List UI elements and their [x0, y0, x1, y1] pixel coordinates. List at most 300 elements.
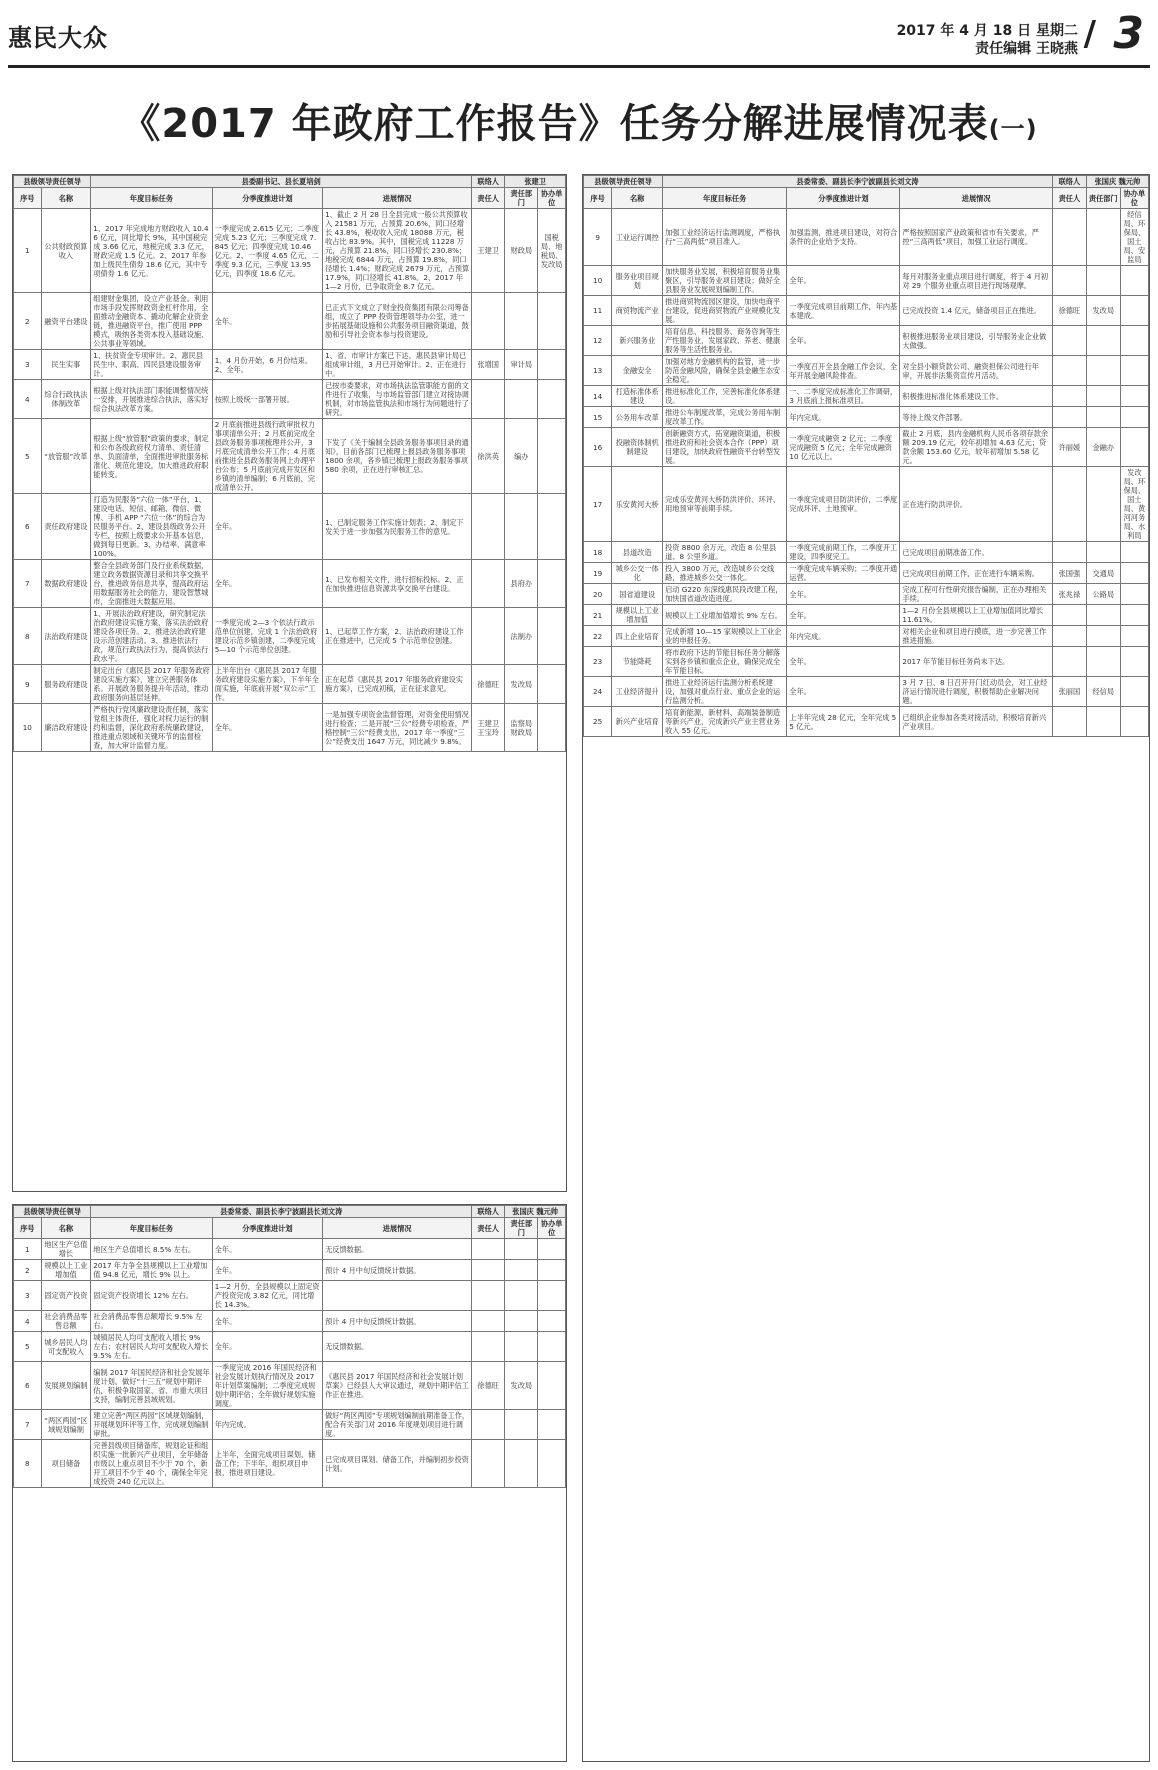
cell-progress: 已完成投资 1.4 亿元，储备项目正在推进。	[900, 296, 1053, 326]
cell-dept	[505, 1410, 538, 1440]
cell-assist	[538, 419, 566, 494]
cell-owner: 王建卫	[472, 209, 505, 293]
table-row	[14, 1281, 566, 1311]
cell-name: 融资平台建设	[41, 293, 91, 350]
leader-name: 县委常委、副县长李宁波副县长刘文涛	[663, 176, 1053, 188]
cell-owner: 徐德旺	[472, 1362, 505, 1410]
cell-plan: 年内完成。	[212, 1410, 322, 1440]
cell-assist	[538, 1362, 566, 1410]
cell-assist	[1120, 386, 1148, 407]
table-row	[584, 584, 1149, 605]
cell-no: 4	[14, 380, 42, 419]
table-row	[14, 608, 566, 665]
column-header-row	[14, 188, 566, 209]
cell-name: 数据政府建设	[41, 560, 91, 608]
cell-plan: 一季度完成 2—3 个依法行政示范单位创建，完成 1 个法治政府建设示范乡镇创建，二季度完成 5—10 个示范单位创建。	[212, 608, 322, 665]
cell-assist	[538, 608, 566, 665]
cell-target: 加快服务业发展，积极培育服务业集聚区，引导服务业项目建设；做好全县服务业发展规划编制工作。	[663, 266, 787, 296]
cell-target: 固定资产投资增长 12% 左右。	[91, 1281, 212, 1311]
table-row	[14, 419, 566, 494]
cell-plan: 加强监测，推进项目建设，对符合条件的企业给予支持。	[787, 209, 900, 266]
cell-target: 加强工业经济运行监测调度，严格执行“三高两低”项目准入。	[663, 209, 787, 266]
cell-name: 县道改造	[612, 542, 663, 563]
cell-progress: 预计 4 月中旬反馈统计数据。	[323, 1311, 472, 1332]
cell-dept	[505, 380, 538, 419]
cell-assist	[1120, 647, 1148, 677]
col-header-no: 序号	[14, 1218, 42, 1239]
cell-assist	[1120, 407, 1148, 428]
cell-name: “放管服”改革	[41, 419, 91, 494]
cell-owner: 许丽媛	[1052, 428, 1086, 467]
cell-no: 4	[14, 1311, 42, 1332]
table-row	[584, 386, 1149, 407]
cell-no: 7	[14, 1410, 42, 1440]
col-header-progress: 进展情况	[323, 188, 472, 209]
cell-name: 工业经济提升	[612, 677, 663, 707]
corner-label: 县级领导责任领导	[14, 1206, 91, 1218]
cell-progress: 1、已发布相关文件，进行招标投标。2、正在加快推进信息资源共享交换平台建设。	[323, 560, 472, 608]
cell-target: 城镇居民人均可支配收入增长 9% 左右；农村居民人均可支配收入增长 9.5% 左右。	[91, 1332, 212, 1362]
cell-plan: 全年。	[787, 647, 900, 677]
cell-name: 责任政府建设	[41, 494, 91, 560]
cell-name: 服务业项目规划	[612, 266, 663, 296]
cell-name: 规模以上工业增加值	[41, 1260, 91, 1281]
table-row	[584, 407, 1149, 428]
table-row	[14, 380, 566, 419]
cell-progress: 截止 2 月底，县内金融机构人民币各项存款余额 209.19 亿元，较年初增加 4.63 亿元；贷款余额 153.60 亿元，较年初增加 5.58 亿元。	[900, 428, 1053, 467]
cell-plan: 一、二季度完成标准化工作调研，3 月底前上报标准项目。	[787, 386, 900, 407]
cell-plan: 全年。	[212, 1239, 322, 1260]
cell-no: 5	[14, 419, 42, 494]
cell-no: 1	[14, 209, 42, 293]
cell-owner	[1052, 707, 1086, 737]
cell-name: 国省道建设	[612, 584, 663, 605]
cell-owner	[472, 560, 505, 608]
cell-progress: 已正式下文成立了财金投资集团有限公司筹备组，成立了 PPP 投资管理领导办公室，进一步拓展基础设施和公共服务项目融资渠道，鼓励和引导社会资本参与投资建设。	[323, 293, 472, 350]
cell-no: 10	[584, 266, 612, 296]
col-header-dept: 责任部门	[505, 1218, 538, 1239]
cell-target: 推进标准化工作，完善标准化体系建设。	[663, 386, 787, 407]
cell-target: 将市政府下达的节能目标任务分解落实到各乡镇和重点企业，确保完成全年节能目标。	[663, 647, 787, 677]
cell-no: 9	[584, 209, 612, 266]
cell-progress: 已组织企业参加各类对接活动，积极培育新兴产业项目。	[900, 707, 1053, 737]
cell-dept	[505, 1440, 538, 1488]
cell-assist	[538, 293, 566, 350]
corner-label: 县级领导责任领导	[584, 176, 663, 188]
cell-name: 服务政府建设	[41, 665, 91, 704]
cell-assist	[1120, 428, 1148, 467]
cell-progress: 一是加强专项资金监督管理，对资金使用情况进行检查；二是开展“三公”经费专项检查，严格控制“三公”经费支出，2017 年一季度“三公”经费支出 1647 万元，同比减少 9.8%。	[323, 704, 472, 752]
table-row	[14, 209, 566, 293]
cell-dept	[505, 1281, 538, 1311]
cell-plan: 2 月底前推进县级行政审批权力事项清单公开；2 月底前完成全县政务服务事项梳理并公开，3 月底完成清单公开工作；4 月底前推进全县政务服务网上办理平台公布；5 月底前完成开发区和乡镇的清单编制；6 月底前，完成清单公开。	[212, 419, 322, 494]
cell-dept: 监察局 财政局	[505, 704, 538, 752]
cell-plan: 一季度完成融资 2 亿元；二季度完成融资 5 亿元；全年完成融资 10 亿元以上。	[787, 428, 900, 467]
col-header-owner: 责任人	[1052, 188, 1086, 209]
cell-plan: 全年。	[212, 560, 322, 608]
cell-target: 1、2017 年完成地方财政收入 10.46 亿元，同比增长 9%，其中国税完成 3.66 亿元，地税完成 3.3 亿元，财政完成 1.5 亿元。2、2017 年参加上级民生债券 18.6 亿元，其中专项债券 1.6 亿元。	[91, 209, 212, 293]
cell-name: 法治政府建设	[41, 608, 91, 665]
cell-no: 19	[584, 563, 612, 584]
table-row	[584, 296, 1149, 326]
cell-name: 发展规划编制	[41, 1362, 91, 1410]
cell-assist	[538, 665, 566, 704]
cell-owner	[1052, 326, 1086, 356]
cell-owner: 张国强	[1052, 563, 1086, 584]
cell-owner	[1052, 356, 1086, 386]
cell-target: 地区生产总值增长 8.5% 左右。	[91, 1239, 212, 1260]
cell-plan: 上半年出台《惠民县 2017 年服务政府建设实施方案》，下半年全面实施，年底前开展“双公示”工作。	[212, 665, 322, 704]
cell-owner: 张兆禄	[1052, 584, 1086, 605]
cell-owner: 张增国	[472, 350, 505, 380]
corner-label: 县级领导责任领导	[14, 176, 91, 188]
cell-dept: 交通局	[1086, 563, 1120, 584]
cell-owner	[472, 1440, 505, 1488]
cell-target: 创新融资方式，拓宽融资渠道，积极推进政府和社会资本合作（PPP）项目建设，加快政府性融资平台转型发展。	[663, 428, 787, 467]
cell-assist	[1120, 266, 1148, 296]
cell-progress: 1—2 月份全县规模以上工业增加值同比增长 11.61%。	[900, 605, 1053, 626]
cell-target: 组建财金集团，设立产业基金。利用市场手段发挥财政资金杠杆作用，全面推动金融资本、撬动化解企业资金链，推进融资平台，推广使用 PPP 模式，吸纳各类资本投入基础设施、公共事业等领域。	[91, 293, 212, 350]
cell-no: 5	[14, 1332, 42, 1362]
cell-assist	[538, 1410, 566, 1440]
paper-name: 惠民大众	[8, 23, 108, 52]
cell-target: 整合全县政务部门及行业系统数据，建立政务数据资源目录和共享交换平台，推进政务信息共享，提高政府运用数据服务社会的能力，建设智慧城市，全面推进大数据应用。	[91, 560, 212, 608]
cell-dept: 县府办	[505, 560, 538, 608]
cell-no: 11	[584, 296, 612, 326]
cell-plan: 一季度完成 2016 年国民经济和社会发展计划执行情况及 2017 年计划草案编制；二季度完成规划中期评估；全年做好规划实施调度。	[212, 1362, 322, 1410]
cell-assist	[538, 350, 566, 380]
col-header-progress: 进展情况	[900, 188, 1053, 209]
cell-target: 培育新能源、新材料、高端装备制造等新兴产业，完成新兴产业主营业务收入 55 亿元。	[663, 707, 787, 737]
cell-plan: 一季度完成车辆采购；二季度开通运营。	[787, 563, 900, 584]
cell-assist	[1120, 626, 1148, 647]
table-row	[584, 626, 1149, 647]
cell-no: 9	[14, 665, 42, 704]
col-header-no: 序号	[14, 188, 42, 209]
cell-progress: 正在起草《惠民县 2017 年服务政府建设实施方案》，已完成初稿，正在征求意见。	[323, 665, 472, 704]
cell-progress: 完成工程可行性研究报告编制，正在办理相关手续。	[900, 584, 1053, 605]
table-row	[14, 665, 566, 704]
cell-dept: 发改局	[505, 665, 538, 704]
cell-plan: 年内完成。	[787, 407, 900, 428]
col-header-plan: 分季度推进计划	[212, 1218, 322, 1239]
cell-dept	[505, 1332, 538, 1362]
cell-dept: 金融办	[1086, 428, 1120, 467]
cell-target: 推进工业经济运行监测分析系统建设，加强对重点行业、重点企业的运行监测分析。	[663, 677, 787, 707]
cell-target: 投入 3800 万元，改造城乡公交线路，推进城乡公交一体化。	[663, 563, 787, 584]
editor-credit: 责任编辑 王晓燕	[975, 41, 1078, 57]
task-table-1	[12, 174, 567, 1192]
table-row	[584, 647, 1149, 677]
task-grid	[583, 175, 1149, 737]
cell-name: 廉洁政府建设	[41, 704, 91, 752]
cell-plan: 全年。	[212, 293, 322, 350]
table-row	[584, 542, 1149, 563]
cell-assist	[1120, 605, 1148, 626]
cell-no: 8	[14, 608, 42, 665]
col-header-progress: 进展情况	[323, 1218, 472, 1239]
cell-dept	[1086, 356, 1120, 386]
cell-target: 完成新增 10—15 家规模以上工业企业的申报任务。	[663, 626, 787, 647]
cell-owner	[1052, 209, 1086, 266]
cell-owner: 王建卫 王宝玲	[472, 704, 505, 752]
table-row	[584, 707, 1149, 737]
col-header-owner: 责任人	[472, 188, 505, 209]
col-header-assist: 协办单位	[538, 1218, 566, 1239]
cell-no: 1	[14, 1239, 42, 1260]
cell-plan: 全年。	[787, 584, 900, 605]
cell-target: 根据上级对执法部门职能调整情况统一安排，开展推进综合执法，落实好综合执法改革方案。	[91, 380, 212, 419]
column-header-row	[14, 1218, 566, 1239]
cell-assist	[538, 1260, 566, 1281]
cell-assist	[538, 494, 566, 560]
cell-target: 编制 2017 年国民经济和社会发展年度计划。做好“十三五”规划中期评估，积极争取国家、省、市重大项目支持，编制完善县域规划。	[91, 1362, 212, 1410]
contact-name: 张国庆 魏元帅	[1086, 176, 1148, 188]
cell-dept	[1086, 266, 1120, 296]
cell-assist	[538, 1239, 566, 1260]
cell-owner	[472, 1260, 505, 1281]
cell-progress: 无反馈数据。	[323, 1332, 472, 1362]
cell-owner	[1052, 266, 1086, 296]
cell-owner: 徐洪英	[472, 419, 505, 494]
leader-row	[14, 1206, 566, 1218]
cell-target: 完成乐安黄河大桥防洪评价、环评、用地预审等前期手续。	[663, 467, 787, 542]
cell-assist: 国税局、地税局、发改局	[538, 209, 566, 293]
table-row	[584, 467, 1149, 542]
cell-name: 规模以上工业增加值	[612, 605, 663, 626]
cell-assist	[538, 1281, 566, 1311]
cell-assist	[1120, 584, 1148, 605]
cell-name: 金融安全	[612, 356, 663, 386]
cell-owner	[472, 608, 505, 665]
cell-progress: 预计 4 月中旬反馈统计数据。	[323, 1260, 472, 1281]
cell-name: 新兴服务业	[612, 326, 663, 356]
contact-name: 张国庆 魏元帅	[505, 1206, 566, 1218]
cell-plan: 全年。	[787, 677, 900, 707]
cell-owner	[472, 380, 505, 419]
cell-owner	[1052, 542, 1086, 563]
cell-plan: 全年。	[212, 1260, 322, 1281]
cell-target: 2017 年力争全县规模以上工业增加值 94.8 亿元，增长 9% 以上。	[91, 1260, 212, 1281]
cell-plan: 全年。	[787, 266, 900, 296]
table-row	[14, 1410, 566, 1440]
cell-target: 加强对地方金融机构的监管，进一步防范金融风险，确保全县金融生态安全稳定。	[663, 356, 787, 386]
cell-target: 推进商贸物流园区建设，加快电商平台建设，促进商贸物流产业规模化发展。	[663, 296, 787, 326]
cell-owner	[1052, 407, 1086, 428]
cell-no: 14	[584, 386, 612, 407]
cell-name: 工业运行调控	[612, 209, 663, 266]
contact-label: 联络人	[472, 1206, 505, 1218]
cell-no: 2	[14, 293, 42, 350]
headline-title: 《2017 年政府工作报告》任务分解进展情况表	[120, 101, 989, 147]
col-header-name: 名称	[41, 188, 91, 209]
cell-target: 建立完善“两区两园”区域规划编制，开展规划环评等工作，完成规划编制审批。	[91, 1410, 212, 1440]
cell-assist	[538, 560, 566, 608]
cell-plan: 一季度完成 2.615 亿元；二季度完成 5.23 亿元；三季度完成 7.845 亿元；四季度完成 10.46 亿元。2、一季度 4.65 亿元，二季度 9.3 亿元，三季度 13.95 亿元，四季度 18.6 亿元。	[212, 209, 322, 293]
cell-assist	[538, 704, 566, 752]
table-row	[14, 293, 566, 350]
cell-progress: 无反馈数据。	[323, 1239, 472, 1260]
table-row	[584, 326, 1149, 356]
cell-target: 投资 8800 余万元，改造 8 公里县道、8 公里乡道。	[663, 542, 787, 563]
cell-dept	[1086, 626, 1120, 647]
task-grid	[13, 1205, 566, 1488]
cell-progress: 已按市委要求，对市场执法监管职能方面的文件进行了收集，与市场监管部门建立对接协调机制，对市场监管执法和市场行为问题进行了研究。	[323, 380, 472, 419]
cell-progress: 1、省、市审计方案已下达，惠民县审计局已组成审计组，3 月已开始审计。2、正在进行中。	[323, 350, 472, 380]
headline-part: (一)	[988, 115, 1038, 143]
cell-no: 17	[584, 467, 612, 542]
cell-dept	[1086, 605, 1120, 626]
table-row	[14, 1362, 566, 1410]
task-table-3	[582, 174, 1150, 1762]
cell-target: 完善县级项目储备库，规划论证和组织实施一批新兴产业项目，全年储备市级以上重点项目不少于 70 个，新开工项目不少于 40 个，确保全年完成投资 240 亿元以上。	[91, 1440, 212, 1488]
cell-owner	[1052, 386, 1086, 407]
cell-dept	[505, 494, 538, 560]
cell-progress: 已完成项目谋划、储备工作，并编制初步投资计划。	[323, 1440, 472, 1488]
cell-assist	[1120, 707, 1148, 737]
cell-owner	[472, 494, 505, 560]
table-row	[14, 1239, 566, 1260]
table-row	[584, 266, 1149, 296]
cell-no: 15	[584, 407, 612, 428]
cell-name: 打造标准体系建设	[612, 386, 663, 407]
column-header-row	[584, 188, 1149, 209]
issue-date: 2017 年 4 月 18 日 星期二	[896, 23, 1078, 39]
col-header-name: 名称	[41, 1218, 91, 1239]
newspaper-page	[8, 8, 1150, 1762]
col-header-no: 序号	[584, 188, 612, 209]
cell-progress: 《惠民县 2017 年国民经济和社会发展计划草案》已经县人大审议通过，规划中期评估工作正在推进。	[323, 1362, 472, 1410]
cell-no: 21	[584, 605, 612, 626]
cell-owner	[472, 1311, 505, 1332]
table-row	[584, 563, 1149, 584]
task-table-2	[12, 1204, 567, 1762]
cell-owner: 徐德旺	[472, 665, 505, 704]
cell-progress: 2017 年节能目标任务尚未下达。	[900, 647, 1053, 677]
cell-assist	[538, 1440, 566, 1488]
contact-name: 张建卫	[505, 176, 566, 188]
table-row	[14, 560, 566, 608]
cell-plan: 一季度完成项目防洪评价，二季度完成环评、土地预审。	[787, 467, 900, 542]
page-slash-icon: /	[1083, 14, 1096, 54]
cell-name: 投融资体制机制建设	[612, 428, 663, 467]
cell-name: 民生实事	[41, 350, 91, 380]
cell-owner: 徐德旺	[1052, 296, 1086, 326]
table-row	[584, 605, 1149, 626]
col-header-plan: 分季度推进计划	[212, 188, 322, 209]
table-row	[14, 494, 566, 560]
masthead	[8, 8, 1150, 68]
cell-assist: 经信局、环保局、国土局、安监局	[1120, 209, 1148, 266]
cell-target: 1、开展法治政府建设，研究制定法治政府建设实施方案，落实法治政府建设各项任务。2、推进法治政府建设示范创建活动。3、推进依法行政，规范行政执法行为，提高依法行政水平。	[91, 608, 212, 665]
cell-progress: 每月对服务业重点项目进行调度，将于 4 月初对 29 个服务业重点项目进行现场观摩。	[900, 266, 1053, 296]
cell-owner: 张丽国	[1052, 677, 1086, 707]
cell-no: 13	[584, 356, 612, 386]
col-header-assist: 协办单位	[1120, 188, 1148, 209]
col-header-dept: 责任部门	[1086, 188, 1120, 209]
cell-name: 四上企业培育	[612, 626, 663, 647]
cell-no: 22	[584, 626, 612, 647]
cell-name: “两区两园”区域规划编制	[41, 1410, 91, 1440]
cell-no: 18	[584, 542, 612, 563]
cell-target: 1、扶贫资金专项审计。2、惠民县民生中、职高、四民县建设服务审计。	[91, 350, 212, 380]
cell-name: 新兴产业培育	[612, 707, 663, 737]
cell-owner	[1052, 626, 1086, 647]
cell-assist	[1120, 296, 1148, 326]
cell-name: 社会消费品零售总额	[41, 1311, 91, 1332]
cell-dept	[1086, 407, 1120, 428]
contact-label: 联络人	[1052, 176, 1086, 188]
cell-plan: 一季度完成项目前期工作，年内基本建成。	[787, 296, 900, 326]
col-header-target: 年度目标任务	[663, 188, 787, 209]
date-block	[897, 22, 1078, 58]
cell-dept	[1086, 647, 1120, 677]
cell-assist	[538, 1311, 566, 1332]
cell-dept	[505, 1239, 538, 1260]
cell-assist	[1120, 563, 1148, 584]
leader-name: 县委副书记、县长夏培剑	[91, 176, 472, 188]
cell-plan: 1、4 月份开始，6 月份结束。2、全年。	[212, 350, 322, 380]
cell-no: 2	[14, 1260, 42, 1281]
cell-owner	[472, 293, 505, 350]
cell-dept	[1086, 386, 1120, 407]
cell-progress: 1、已起草工作方案，2、法治政府建设工作正在推进中，已完成 5 个示范单位创建。	[323, 608, 472, 665]
cell-owner	[472, 1410, 505, 1440]
cell-name: 公务用车改革	[612, 407, 663, 428]
cell-dept: 法制办	[505, 608, 538, 665]
cell-plan: 一季度完成前期工作，二季度开工建设，四季度完工。	[787, 542, 900, 563]
cell-plan: 全年。	[212, 1332, 322, 1362]
col-header-name: 名称	[612, 188, 663, 209]
cell-name: 城乡居民人均可支配收入	[41, 1332, 91, 1362]
cell-plan: 上半年，全面完成项目谋划、储备工作；下半年，组织项目申报，推进项目建设。	[212, 1440, 322, 1488]
cell-progress: 3 月 7 日、8 日召开开门红动员会，对工业经济运行情况进行调度，积极帮助企业解决问题。	[900, 677, 1053, 707]
cell-name: 乐安黄河大桥	[612, 467, 663, 542]
cell-target: 打造为民服务“六位一体”平台，1、建设电话、短信、邮箱、微信、微博、手机 APP “六位一体”的综合为民服务平台。2、建设县级政务公开专栏，按照上级要求公开基本信息，做到每日更新。3、办结率、满意率 100%。	[91, 494, 212, 560]
cell-name: 城乡公交一体化	[612, 563, 663, 584]
cell-no: 16	[584, 428, 612, 467]
table-row	[584, 428, 1149, 467]
cell-assist	[538, 380, 566, 419]
table-row	[14, 350, 566, 380]
cell-name: 固定资产投资	[41, 1281, 91, 1311]
col-header-dept: 责任部门	[505, 188, 538, 209]
cell-no: 3	[14, 1281, 42, 1311]
cell-name: 综合行政执法体制改革	[41, 380, 91, 419]
cell-owner	[472, 1332, 505, 1362]
cell-progress: 1、截止 2 月 28 日全县完成一般公共预算收入 21581 万元，占预算 20.6%，同口径增长 43.8%，税收收入完成 18088 万元，税收占比 83.9%。其中，国税完成 11228 万元，占预算 21.8%，同口径增长 230.8%；地税完成 6844 万元，占预算 19.8%，同口径增长 1.4%；财政完成 2679 万元，占预算 17.9%，同口径增长 41.8%。2、2017 年 1—2 月份，已争取资金 8.7 亿元。	[323, 209, 472, 293]
cell-plan: 一季度召开全县金融工作会议，全年开展金融风险排查。	[787, 356, 900, 386]
cell-name: 节能降耗	[612, 647, 663, 677]
cell-dept	[505, 1311, 538, 1332]
cell-dept: 财政局	[505, 209, 538, 293]
cell-name: 项目储备	[41, 1440, 91, 1488]
task-grid	[13, 175, 566, 752]
cell-progress: 下发了《关于编制全县政务服务事项目录的通知》，目前各部门已梳理上报县政务服务事项 1800 余项，各乡镇已梳理上报政务服务事项 580 余项，正在进行审核汇总。	[323, 419, 472, 494]
table-row	[584, 356, 1149, 386]
cell-plan: 全年。	[212, 704, 322, 752]
col-header-target: 年度目标任务	[91, 188, 212, 209]
cell-progress: 已完成项目前期工作，正在进行车辆采购。	[900, 563, 1053, 584]
table-row	[14, 1332, 566, 1362]
cell-dept	[1086, 467, 1120, 542]
cell-progress: 对全县小额贷款公司、融资担保公司进行年审，开展非法集资宣传月活动。	[900, 356, 1053, 386]
cell-progress: 积极推进服务业项目建设，引导服务业企业做大做强。	[900, 326, 1053, 356]
cell-dept: 编办	[505, 419, 538, 494]
cell-target: 规模以上工业增加值增长 9% 左右。	[663, 605, 787, 626]
cell-name: 地区生产总值增长	[41, 1239, 91, 1260]
headline	[8, 92, 1150, 149]
